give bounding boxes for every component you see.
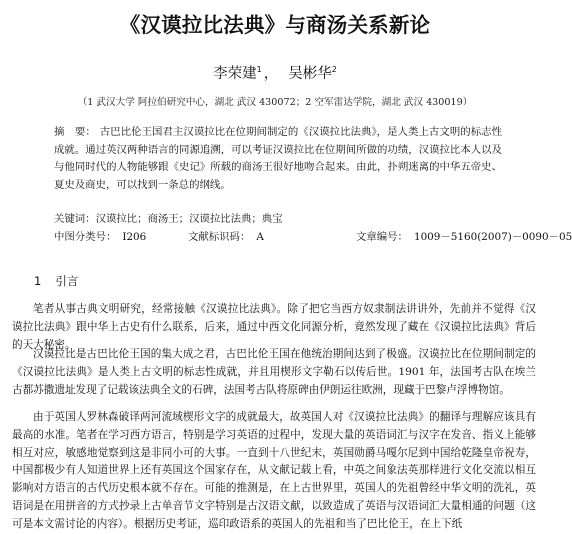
section-heading [34, 273, 78, 289]
doc-value: A [256, 231, 264, 243]
author-name: 吴彬华 [288, 66, 332, 82]
affiliation: （1 武汉大学 阿拉伯研究中心，湖北 武汉 430072；2 空军雷达学院，湖北 武汉 430019） [77, 97, 473, 108]
clc-label: 中图分类号： [54, 231, 117, 243]
clc-number [54, 229, 146, 245]
section-title: 引言 [55, 274, 79, 288]
article-number [356, 229, 572, 245]
clc-value: I206 [122, 231, 147, 243]
keywords-label: 关键词： [54, 213, 96, 225]
abstract-label: 摘 要： [54, 126, 96, 138]
author-separator: ， [263, 66, 279, 82]
body-paragraph: 汉谟拉比是古巴比伦王国的集大成之君，古巴比伦王国在他统治期间达到了极盛。汉谟拉比在位期间制定的《汉谟拉比法典》是人类上古文明的标志性成就，并且用楔形文字勒石以传后世。1901 年，法国考古队在埃兰古都苏撒遗址发现了记载该法典全文的石碑，法国考古队将原碑由伊朗运往欧洲，现藏于巴黎卢浮博物馆。 [12, 348, 536, 396]
article-value: 1009－5160(2007)－0090－05 [413, 231, 572, 243]
document-code [188, 229, 264, 245]
section-number: 1 [34, 274, 42, 288]
author-line [0, 62, 550, 83]
body-paragraph: 笔者从事古典文明研究，经常接触《汉谟拉比法典》。除了把它当西方奴隶制法讲讲外，先前并不觉得《汉谟拉比法典》跟中华上古史有什么联系，后来，通过中西文化同源分析，竟然发现了藏在《汉谟拉比法典》背后的天大秘密。 [12, 303, 536, 351]
abstract-text: 古巴比伦王国君主汉谟拉比在位期间制定的《汉谟拉比法典》，是人类上古文明的标志性成就。通过英汉两种语言的同源追溯，可以考证汉谟拉比在位期间所做的功绩，汉谟拉比本人以及与他同时代的人物能够跟《史记》所载的商汤王很好地吻合起来。由此，扑朔迷离的中华五帝史、夏史及商史，可以找到一条总的纲线。 [54, 126, 503, 191]
article-label: 文章编号： [356, 231, 408, 243]
body-paragraph: 由于英国人罗林森破译两河流域楔形文字的成就最大，故英国人对《汉谟拉比法典》的翻译与理解应该具有最高的水准。笔者在学习西方语言，特别是学习英语的过程中，发现大量的英语词汇与汉字在发音、指义上能够相互对应，敏感地觉察到这是非同小可的大事。一直到十八世纪末，英国勋爵马嘎尔尼到中国给乾隆皇帝祝寿，中国都极少有人知道世界上还有英国这个国家存在，从文献记载上看，中英之间象法英那样进行文化交流以相互影响对方语言的古代历史根本就不存在。可能的推测是，在上古世界里，英国人的先祖曾经中华文明的洗礼，英语词是在用拼音的方式抄录上古单音节文字特别是古汉语文献，以致造成了英语与汉语词汇大量相通的问题（这可是本文需讨论的内容）。根据历史考证，巡印政语系的英国人的先祖和当了巴比伦王，在上下纸 [12, 411, 536, 530]
keywords [54, 211, 530, 227]
author-name: 李荣建 [213, 66, 257, 82]
keywords-text: 汉谟拉比；商汤王；汉谟拉比法典；典宝 [95, 213, 283, 225]
doc-label: 文献标识码： [188, 231, 251, 243]
author-affiliation-mark: 2 [331, 65, 337, 75]
abstract [54, 124, 502, 194]
paper-title: 《汉谟拉比法典》与商汤关系新论 [119, 13, 431, 37]
author-affiliation-mark: 1 [256, 65, 262, 75]
